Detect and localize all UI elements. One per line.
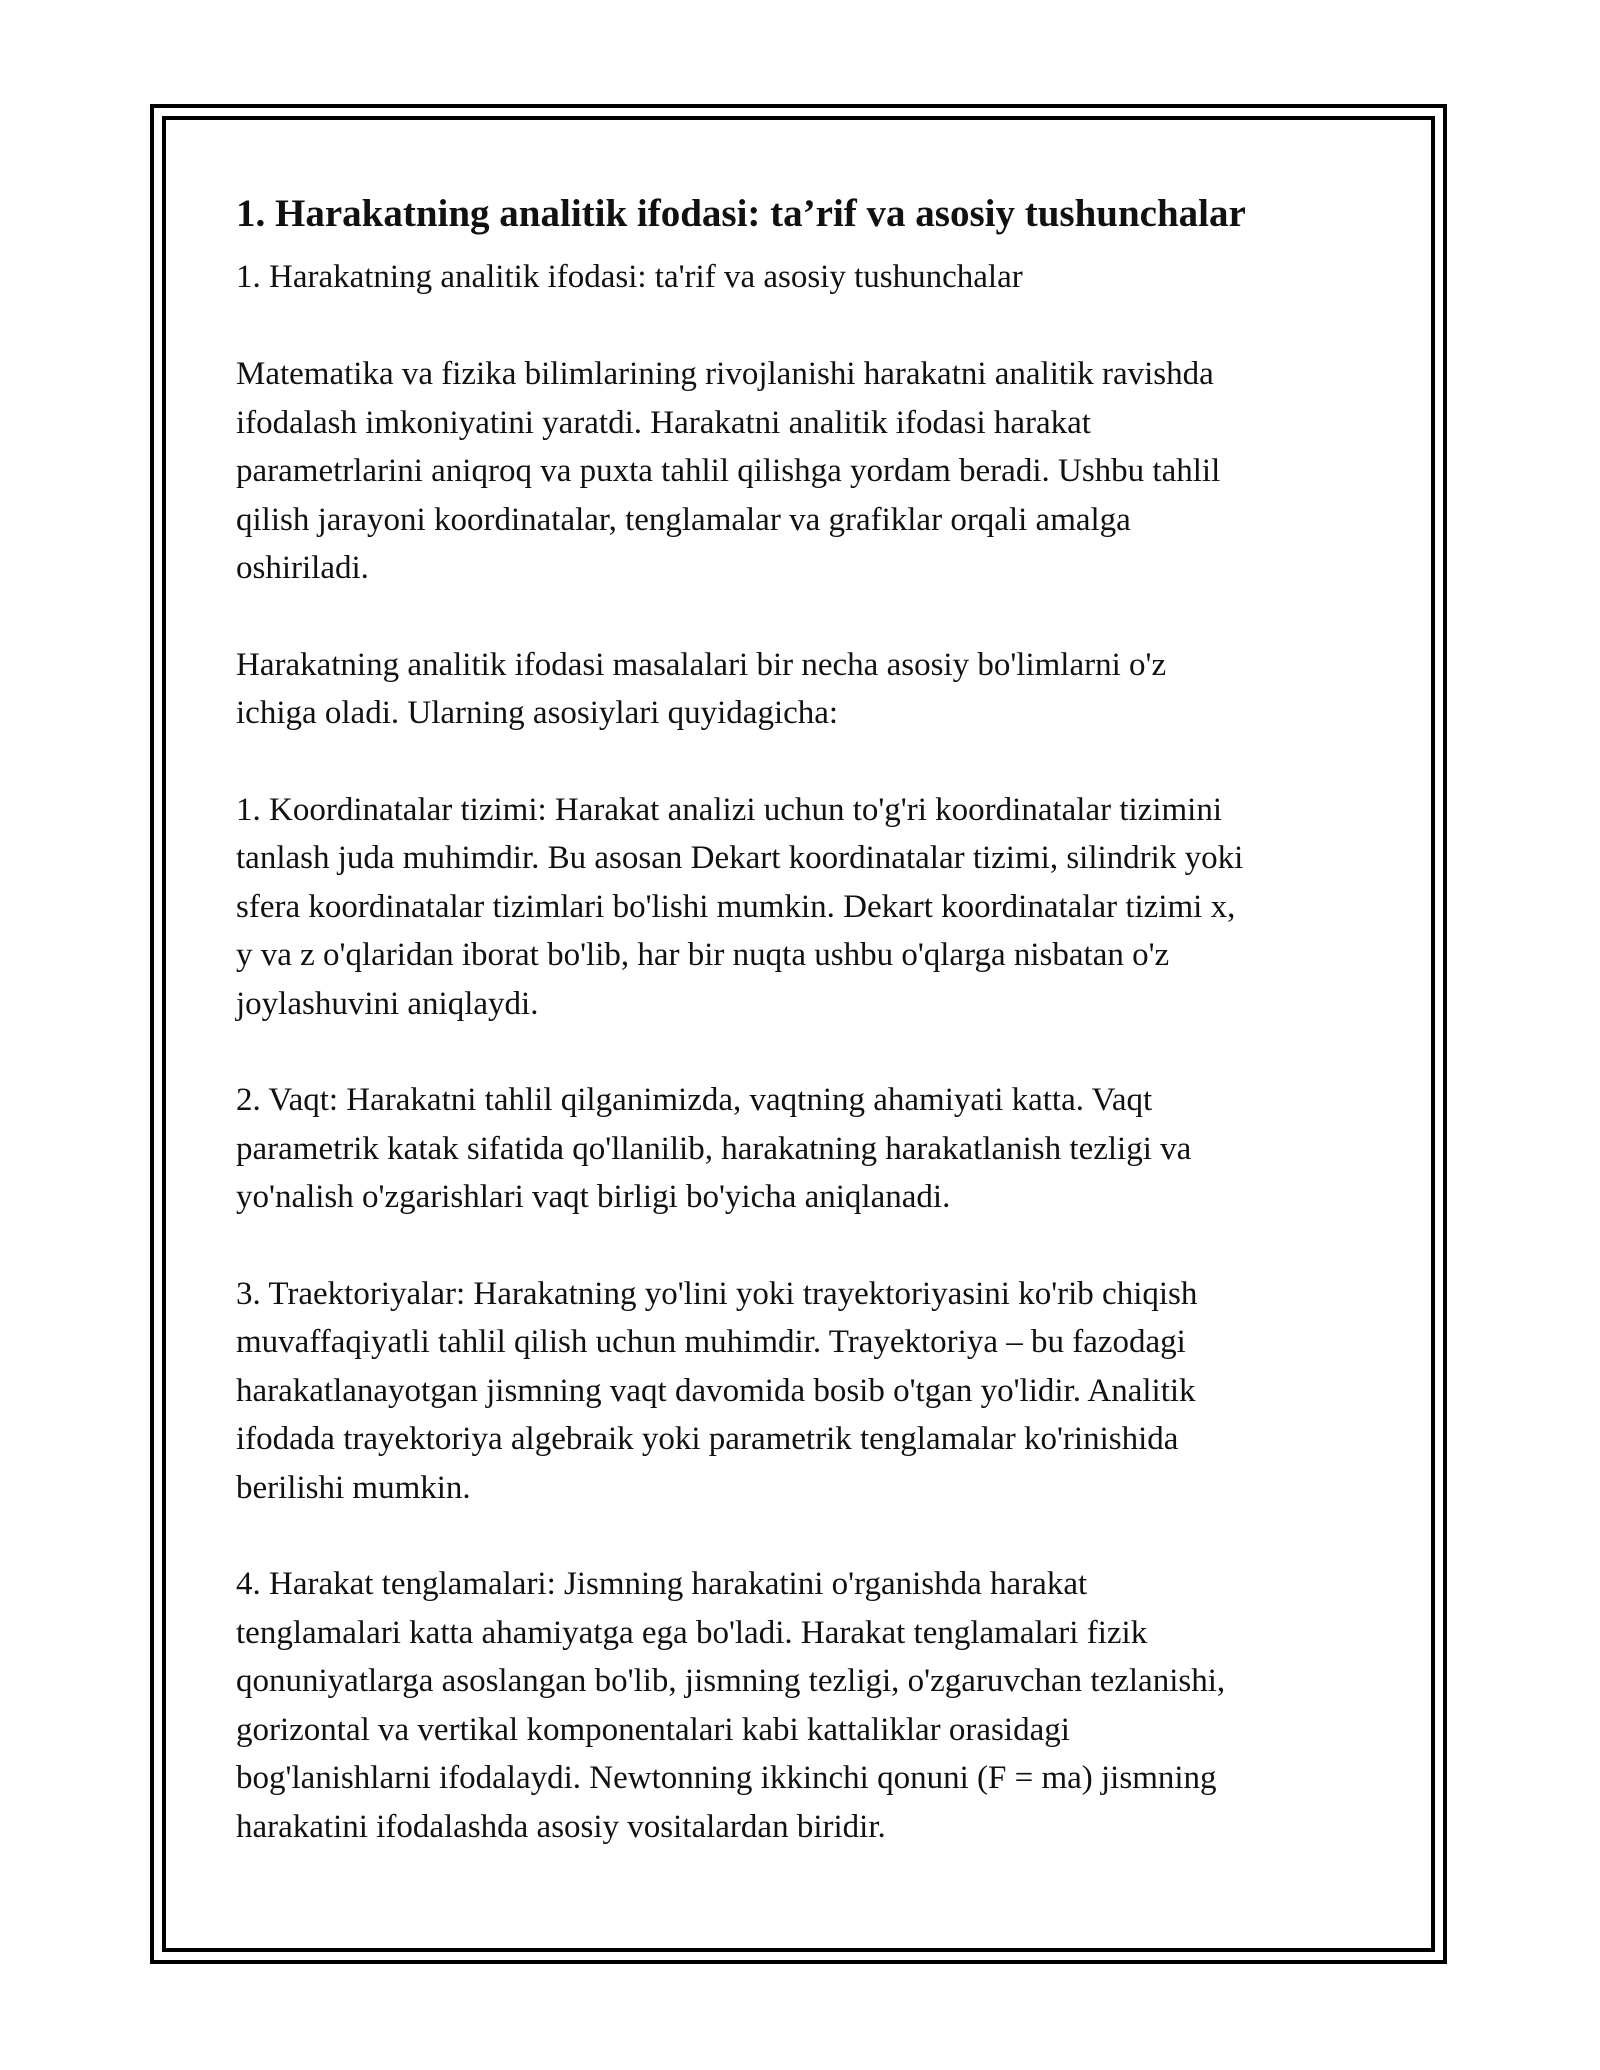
document-body	[236, 185, 1376, 1851]
paragraph-intro: Matematika va fizika bilimlarining rivojlanishi harakatni analitik ravishda ifodalash imkoniyatini yaratdi. Harakatni analitik ifodasi harakat parametrlarini aniqroq va puxta tahlil qilishga yordam beradi. Ushbu tahlil qilish jarayoni koordinatalar, tenglamalar va grafiklar orqali amalga oshiriladi.	[236, 356, 1221, 586]
paragraph-equations-of-motion: 4. Harakat tenglamalari: Jismning harakatini o'rganishda harakat tenglamalari katta ahamiyatga ega bo'ladi. Harakat tenglamalari fizik qonuniyatlarga asoslangan bo'lib, jismning tezligi, o'zgaruvchan tezlanishi, gorizontal va vertikal komponentalari kabi kattaliklar orasidagi bog'lanishlarni ifodalaydi. Newtonning ikkinchi qonuni (F = ma) jismning harakatini ifodalashda asosiy vositalardan biridir.	[236, 1566, 1226, 1845]
paragraph-time: 2. Vaqt: Harakatni tahlil qilganimizda, vaqtning ahamiyati katta. Vaqt parametrik katak sifatida qo'llanilib, harakatning harakatlanish tezligi va yo'nalish o'zgarishlari vaqt birligi bo'yicha aniqlanadi.	[236, 1082, 1192, 1215]
document-title: 1. Harakatning analitik ifodasi: ta’rif va asosiy tushunchalar	[236, 192, 1246, 235]
paragraph-overview: Harakatning analitik ifodasi masalalari bir necha asosiy bo'limlarni o'z ichiga oladi. Ularning asosiylari quyidagicha:	[236, 646, 1167, 731]
document-subtitle: 1. Harakatning analitik ifodasi: ta'rif va asosiy tushunchalar	[236, 259, 1023, 295]
paragraph-coordinate-system: 1. Koordinatalar tizimi: Harakat analizi uchun to'g'ri koordinatalar tizimini tanlash juda muhimdir. Bu asosan Dekart koordinatalar tizimi, silindrik yoki sfera koordinatalar tizimlari bo'lishi mumkin. Dekart koordinatalar tizimi x, y va z o'qlaridan iborat bo'lib, har bir nuqta ushbu o'qlarga nisbatan o'z joylashuvini aniqlaydi.	[236, 791, 1244, 1022]
paragraph-trajectories: 3. Traektoriyalar: Harakatning yo'lini yoki trayektoriyasini ko'rib chiqish muvaffaqiyatli tahlil qilish uchun muhimdir. Trayektoriya – bu fazodagi harakatlanayotgan jismning vaqt davomida bosib o'tgan yo'lidir. Analitik ifodada trayektoriya algebraik yoki parametrik tenglamalar ko'rinishida berilishi mumkin.	[236, 1275, 1198, 1506]
